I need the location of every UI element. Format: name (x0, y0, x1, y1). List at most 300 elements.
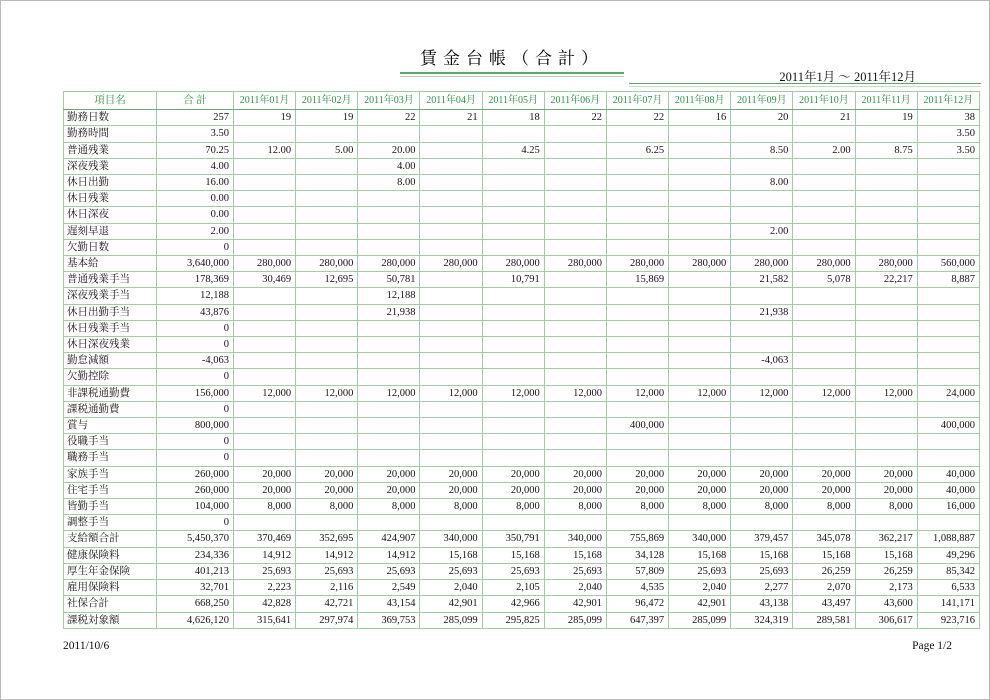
table-row (64, 580, 980, 596)
month-cell (296, 353, 358, 369)
row-label-cell: 雇用保険料 (64, 580, 157, 596)
month-cell (544, 450, 606, 466)
month-cell (855, 126, 917, 142)
month-cell: 8,000 (793, 499, 855, 515)
month-cell (669, 337, 731, 353)
month-cell: 295,825 (482, 612, 544, 628)
row-label-cell: 勤務日数 (64, 110, 157, 126)
row-label-cell: 職務手当 (64, 450, 157, 466)
header-month: 2011年10月 (793, 92, 855, 110)
total-cell: 4.00 (157, 158, 234, 174)
page-title: 賃金台帳（合計） (420, 49, 604, 68)
month-cell (855, 207, 917, 223)
month-cell (482, 304, 544, 320)
month-cell (793, 288, 855, 304)
month-cell (544, 320, 606, 336)
month-cell: 1,088,887 (917, 531, 979, 547)
month-cell (855, 320, 917, 336)
month-cell: 20,000 (855, 466, 917, 482)
month-cell (482, 353, 544, 369)
month-cell (917, 304, 979, 320)
month-cell (482, 191, 544, 207)
table-row (64, 353, 980, 369)
month-cell: 12,000 (855, 385, 917, 401)
row-label-cell: 休日深夜残業 (64, 337, 157, 353)
month-cell: 22 (606, 110, 668, 126)
month-cell (544, 353, 606, 369)
month-cell (296, 320, 358, 336)
month-cell: 369,753 (358, 612, 420, 628)
month-cell (606, 369, 668, 385)
month-cell: 352,695 (296, 531, 358, 547)
row-label-cell: 欠勤日数 (64, 239, 157, 255)
month-cell: 379,457 (731, 531, 793, 547)
month-cell (793, 304, 855, 320)
month-cell (917, 288, 979, 304)
month-cell: 12,000 (420, 385, 482, 401)
month-cell: 280,000 (606, 256, 668, 272)
month-cell (482, 434, 544, 450)
header-month: 2011年02月 (296, 92, 358, 110)
month-cell: 8,000 (544, 499, 606, 515)
month-cell (606, 353, 668, 369)
month-cell (296, 207, 358, 223)
month-cell (855, 418, 917, 434)
month-cell (669, 223, 731, 239)
header-month: 2011年09月 (731, 92, 793, 110)
header-item-name: 項目名 (64, 92, 157, 110)
month-cell (793, 434, 855, 450)
month-cell (296, 223, 358, 239)
total-cell: 2.00 (157, 223, 234, 239)
month-cell (606, 239, 668, 255)
row-label-cell: 休日出勤 (64, 175, 157, 191)
month-cell: 21 (420, 110, 482, 126)
month-cell (917, 515, 979, 531)
month-cell: 340,000 (544, 531, 606, 547)
month-cell (606, 158, 668, 174)
month-cell: 2.00 (731, 223, 793, 239)
month-cell: 2.00 (793, 142, 855, 158)
month-cell: 8,000 (296, 499, 358, 515)
table-row (64, 612, 980, 628)
month-cell: 280,000 (358, 256, 420, 272)
table-row (64, 563, 980, 579)
table-row (64, 482, 980, 498)
month-cell: 15,168 (731, 547, 793, 563)
month-cell (731, 288, 793, 304)
month-cell (420, 515, 482, 531)
table-row (64, 175, 980, 191)
month-cell: 8.00 (358, 175, 420, 191)
total-cell: 32,701 (157, 580, 234, 596)
month-cell (855, 223, 917, 239)
row-label-cell: 休日出勤手当 (64, 304, 157, 320)
month-cell (420, 158, 482, 174)
month-cell: 19 (855, 110, 917, 126)
row-label-cell: 基本給 (64, 256, 157, 272)
table-row (64, 239, 980, 255)
month-cell: 8,000 (855, 499, 917, 515)
row-label-cell: 課税通勤費 (64, 401, 157, 417)
month-cell: 2,277 (731, 580, 793, 596)
month-cell: 3.50 (917, 142, 979, 158)
month-cell: 20 (731, 110, 793, 126)
month-cell: 20,000 (855, 482, 917, 498)
month-cell (731, 158, 793, 174)
month-cell (482, 207, 544, 223)
month-cell: 2,105 (482, 580, 544, 596)
month-cell: 285,099 (669, 612, 731, 628)
month-cell (669, 515, 731, 531)
month-cell: 2,223 (234, 580, 296, 596)
month-cell (482, 288, 544, 304)
month-cell: 12,000 (793, 385, 855, 401)
month-cell: 19 (296, 110, 358, 126)
row-label-cell: 賞与 (64, 418, 157, 434)
month-cell: 280,000 (855, 256, 917, 272)
month-cell: 25,693 (420, 563, 482, 579)
month-cell: 20,000 (606, 482, 668, 498)
month-cell: 30,469 (234, 272, 296, 288)
month-cell: 280,000 (296, 256, 358, 272)
row-label-cell: 家族手当 (64, 466, 157, 482)
month-cell: 14,912 (296, 547, 358, 563)
month-cell: 21,938 (358, 304, 420, 320)
row-label-cell: 勤務時間 (64, 126, 157, 142)
total-cell: 800,000 (157, 418, 234, 434)
month-cell: 25,693 (358, 563, 420, 579)
month-cell: 14,912 (358, 547, 420, 563)
month-cell (482, 401, 544, 417)
table-row (64, 531, 980, 547)
month-cell (234, 304, 296, 320)
month-cell (420, 353, 482, 369)
month-cell (482, 158, 544, 174)
month-cell: 280,000 (234, 256, 296, 272)
month-cell (855, 369, 917, 385)
month-cell (420, 207, 482, 223)
total-cell: 16.00 (157, 175, 234, 191)
month-cell (917, 353, 979, 369)
month-cell (669, 450, 731, 466)
month-cell (669, 434, 731, 450)
month-cell (296, 337, 358, 353)
month-cell: 12,000 (669, 385, 731, 401)
total-cell: 668,250 (157, 596, 234, 612)
month-cell (855, 239, 917, 255)
row-label-cell: 課税対象額 (64, 612, 157, 628)
month-cell: 12,000 (731, 385, 793, 401)
month-cell (855, 515, 917, 531)
table-row (64, 369, 980, 385)
month-cell (917, 175, 979, 191)
month-cell (234, 337, 296, 353)
row-label-cell: 健康保険料 (64, 547, 157, 563)
month-cell (669, 191, 731, 207)
month-cell: 24,000 (917, 385, 979, 401)
total-cell: 0 (157, 450, 234, 466)
month-cell (606, 320, 668, 336)
month-cell: 8,000 (358, 499, 420, 515)
total-cell: 0.00 (157, 207, 234, 223)
month-cell: 20,000 (234, 482, 296, 498)
header-total: 合 計 (157, 92, 234, 110)
month-cell (793, 191, 855, 207)
month-cell: 2,549 (358, 580, 420, 596)
month-cell (296, 126, 358, 142)
title-block (400, 44, 624, 77)
month-cell (420, 369, 482, 385)
header-month: 2011年07月 (606, 92, 668, 110)
table-row (64, 142, 980, 158)
row-label-cell: 社保合計 (64, 596, 157, 612)
month-cell: 2,116 (296, 580, 358, 596)
month-cell (358, 418, 420, 434)
month-cell (731, 320, 793, 336)
month-cell: 57,809 (606, 563, 668, 579)
month-cell: 40,000 (917, 482, 979, 498)
page-number: Page 1/2 (912, 640, 952, 652)
month-cell (296, 239, 358, 255)
row-label-cell: 調整手当 (64, 515, 157, 531)
month-cell (420, 337, 482, 353)
header-month: 2011年05月 (482, 92, 544, 110)
month-cell: 12,000 (358, 385, 420, 401)
table-row (64, 110, 980, 126)
month-cell: 42,901 (420, 596, 482, 612)
month-cell (855, 175, 917, 191)
month-cell (544, 272, 606, 288)
month-cell (606, 515, 668, 531)
month-cell: 12,000 (234, 385, 296, 401)
table-row (64, 466, 980, 482)
total-cell: 5,450,370 (157, 531, 234, 547)
month-cell: 20,000 (606, 466, 668, 482)
month-cell: 285,099 (420, 612, 482, 628)
month-cell: 43,600 (855, 596, 917, 612)
month-cell (420, 320, 482, 336)
month-cell (606, 337, 668, 353)
month-cell: 6,533 (917, 580, 979, 596)
table-row (64, 337, 980, 353)
total-cell: 401,213 (157, 563, 234, 579)
month-cell (917, 207, 979, 223)
table-row (64, 320, 980, 336)
month-cell (420, 288, 482, 304)
month-cell: 15,869 (606, 272, 668, 288)
month-cell: 16 (669, 110, 731, 126)
month-cell (731, 418, 793, 434)
month-cell (296, 401, 358, 417)
header-month: 2011年06月 (544, 92, 606, 110)
month-cell (296, 191, 358, 207)
month-cell (420, 126, 482, 142)
month-cell: 5,078 (793, 272, 855, 288)
month-cell: 34,128 (606, 547, 668, 563)
month-cell: 20.00 (358, 142, 420, 158)
total-cell: 0 (157, 239, 234, 255)
table-row (64, 223, 980, 239)
month-cell: 15,168 (669, 547, 731, 563)
month-cell: 2,040 (669, 580, 731, 596)
month-cell (358, 353, 420, 369)
total-cell: 4,626,120 (157, 612, 234, 628)
month-cell (234, 191, 296, 207)
month-cell (420, 272, 482, 288)
table-row (64, 158, 980, 174)
total-cell: 260,000 (157, 466, 234, 482)
month-cell (669, 320, 731, 336)
month-cell: 26,259 (793, 563, 855, 579)
month-cell: 20,000 (296, 466, 358, 482)
month-cell (234, 126, 296, 142)
month-cell: 280,000 (544, 256, 606, 272)
month-cell (917, 158, 979, 174)
header-month: 2011年12月 (917, 92, 979, 110)
month-cell: 315,641 (234, 612, 296, 628)
month-cell (793, 158, 855, 174)
header-month: 2011年03月 (358, 92, 420, 110)
month-cell (917, 320, 979, 336)
total-cell: 3.50 (157, 126, 234, 142)
month-cell: 20,000 (669, 466, 731, 482)
month-cell (482, 320, 544, 336)
month-cell (358, 401, 420, 417)
month-cell (296, 158, 358, 174)
table-row (64, 547, 980, 563)
month-cell: 43,497 (793, 596, 855, 612)
month-cell (358, 223, 420, 239)
month-cell (606, 126, 668, 142)
month-cell: 15,168 (420, 547, 482, 563)
month-cell (358, 126, 420, 142)
month-cell (544, 288, 606, 304)
month-cell: 647,397 (606, 612, 668, 628)
month-cell (606, 191, 668, 207)
table-row (64, 191, 980, 207)
month-cell: 8.00 (731, 175, 793, 191)
month-cell (358, 239, 420, 255)
month-cell: 20,000 (234, 466, 296, 482)
date-range-underline (629, 83, 981, 87)
header-row (64, 92, 980, 110)
table-row (64, 207, 980, 223)
month-cell (731, 450, 793, 466)
month-cell (420, 142, 482, 158)
month-cell (234, 369, 296, 385)
month-cell (420, 175, 482, 191)
month-cell: 20,000 (731, 466, 793, 482)
month-cell (606, 450, 668, 466)
month-cell: 50,781 (358, 272, 420, 288)
month-cell (544, 401, 606, 417)
row-label-cell: 欠勤控除 (64, 369, 157, 385)
month-cell: 4,535 (606, 580, 668, 596)
month-cell (358, 450, 420, 466)
month-cell: 324,319 (731, 612, 793, 628)
month-cell: 340,000 (420, 531, 482, 547)
month-cell (234, 401, 296, 417)
month-cell (606, 434, 668, 450)
month-cell: 141,171 (917, 596, 979, 612)
month-cell: 345,078 (793, 531, 855, 547)
month-cell (544, 191, 606, 207)
month-cell: -4,063 (731, 353, 793, 369)
month-cell (420, 418, 482, 434)
month-cell (234, 239, 296, 255)
month-cell: 2,070 (793, 580, 855, 596)
month-cell (855, 450, 917, 466)
ledger-table-head (64, 92, 980, 110)
month-cell (234, 175, 296, 191)
row-label-cell: 厚生年金保険 (64, 563, 157, 579)
month-cell (234, 320, 296, 336)
month-cell (234, 418, 296, 434)
month-cell (234, 515, 296, 531)
month-cell (482, 223, 544, 239)
month-cell (544, 158, 606, 174)
title-underline (400, 72, 624, 77)
month-cell (358, 320, 420, 336)
table-row (64, 434, 980, 450)
month-cell (669, 304, 731, 320)
month-cell: 289,581 (793, 612, 855, 628)
month-cell: 12.00 (234, 142, 296, 158)
month-cell (793, 223, 855, 239)
month-cell: 12,000 (606, 385, 668, 401)
month-cell: 560,000 (917, 256, 979, 272)
month-cell: 12,000 (296, 385, 358, 401)
month-cell (420, 450, 482, 466)
month-cell (917, 450, 979, 466)
month-cell (917, 401, 979, 417)
month-cell (482, 337, 544, 353)
month-cell (544, 175, 606, 191)
table-row (64, 418, 980, 434)
month-cell (544, 337, 606, 353)
month-cell (793, 207, 855, 223)
month-cell (296, 418, 358, 434)
month-cell: 85,342 (917, 563, 979, 579)
table-row (64, 596, 980, 612)
month-cell (669, 401, 731, 417)
month-cell (234, 450, 296, 466)
month-cell (793, 175, 855, 191)
month-cell: 42,828 (234, 596, 296, 612)
month-cell: 6.25 (606, 142, 668, 158)
month-cell (482, 175, 544, 191)
month-cell (669, 142, 731, 158)
month-cell: 19 (234, 110, 296, 126)
month-cell: 15,168 (855, 547, 917, 563)
total-cell: 260,000 (157, 482, 234, 498)
table-row (64, 256, 980, 272)
month-cell (917, 223, 979, 239)
table-row (64, 288, 980, 304)
month-cell (296, 369, 358, 385)
month-cell (669, 175, 731, 191)
month-cell: 38 (917, 110, 979, 126)
month-cell: 25,693 (482, 563, 544, 579)
month-cell: 280,000 (793, 256, 855, 272)
month-cell (855, 191, 917, 207)
month-cell: 20,000 (358, 482, 420, 498)
month-cell (482, 239, 544, 255)
month-cell (917, 434, 979, 450)
month-cell: 42,966 (482, 596, 544, 612)
month-cell (358, 434, 420, 450)
